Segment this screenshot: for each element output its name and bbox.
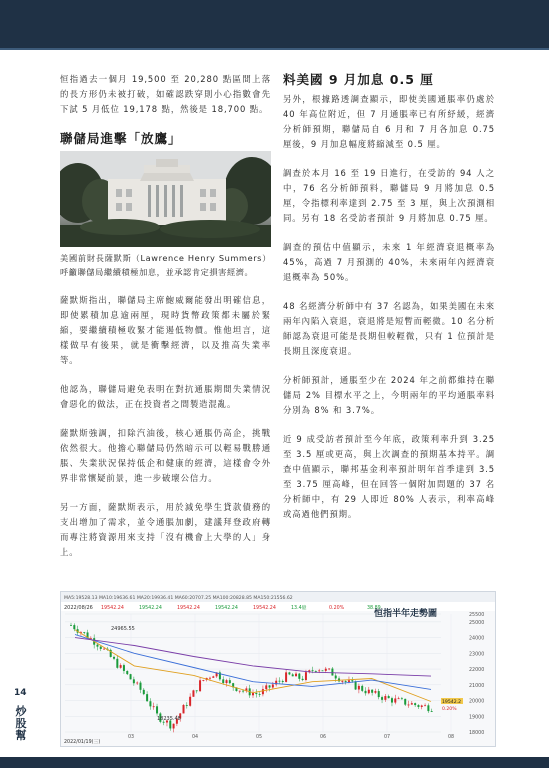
chart-candle xyxy=(381,697,383,700)
chart-y-tick-label: 23000 xyxy=(469,652,485,658)
right-paragraph: 另外，根據路透調查顯示，即使美國通脹率仍處於 40 年高位附近，但 7 月通脹率已有所紓緩，經濟分析師預期，聯儲局自 6 月和 7 月各加息 0.75 厘後，9 月加息幅度將縮減至 0.5 厘。 xyxy=(283,94,495,149)
chart-candle xyxy=(70,625,72,626)
chart-candle xyxy=(262,689,264,694)
chart-candle xyxy=(222,679,224,683)
chart-candle xyxy=(345,681,347,682)
chart-candle xyxy=(186,705,188,706)
page-sidebar xyxy=(0,50,44,768)
chart-candle xyxy=(358,686,360,690)
chart-candle xyxy=(351,680,353,681)
chart-candle xyxy=(368,690,370,694)
chart-candle xyxy=(255,693,257,694)
chart-candle xyxy=(209,678,211,679)
chart-info-value: 19542.24 xyxy=(139,606,162,611)
chart-candle xyxy=(103,649,105,650)
chart-candle xyxy=(242,691,244,692)
chart-candle xyxy=(388,696,390,698)
chart-y-tick-label: 24000 xyxy=(469,636,485,642)
chart-candle xyxy=(196,690,198,691)
left-column xyxy=(60,72,271,574)
hsi-chart xyxy=(60,591,496,747)
chart-candle xyxy=(424,705,426,706)
chart-candle xyxy=(173,724,175,729)
chart-candle xyxy=(408,705,410,706)
chart-candle xyxy=(335,676,337,679)
chart-title: 恒指半年走勢圖 xyxy=(373,609,437,619)
chart-candle xyxy=(417,705,419,707)
chart-candle xyxy=(113,657,115,659)
chart-date-label: 2022/08/26 xyxy=(64,605,93,611)
chart-candle xyxy=(139,683,141,690)
chart-candle xyxy=(192,690,194,696)
chart-candle xyxy=(120,665,122,668)
chart-candle xyxy=(302,679,304,680)
chart-candle xyxy=(288,672,290,674)
chart-candle xyxy=(83,632,85,633)
chart-bottom-date: 2022/01/19(三) xyxy=(64,740,101,745)
chart-candle xyxy=(146,694,148,701)
chart-ma-line xyxy=(75,638,431,677)
left-paragraph: 薩默斯指出，聯儲局主席鮑威爾能發出明確信息，即使累積加息逾兩厘，現時貨幣政策都未屬於緊縮，要繼續積極收緊才能遏低物價。惟他坦言，這樣做早有後果，就是衝擊經濟，以及推高失業率等。 xyxy=(60,295,271,365)
chart-candle xyxy=(431,711,433,712)
fed-building-photo xyxy=(60,151,271,247)
chart-info-value: 19542.24 xyxy=(215,606,238,611)
intro-paragraph: 恒指過去一個月 19,500 至 20,280 點區間上落的長方形仍未被打破，如確認跌穿則小心指數會先下試 5 月低位 19,178 點，然後是 18,700 點。 xyxy=(60,74,271,114)
chart-candle xyxy=(96,645,98,647)
chart-candle xyxy=(398,698,400,699)
chart-candle xyxy=(321,670,323,671)
right-paragraph: 調查於本月 16 至 19 日進行，在受訪的 94 人之中，76 名分析師預料，聯儲局 9 月將加息 0.5 厘，令指標利率達到 2.75 至 3 厘，與上次預測相同。另有 18 名受訪者預計 9 月將加息 0.75 厘。 xyxy=(283,168,495,223)
left-paragraph: 薩默斯強調，扣除汽油後，核心通脹仍高企，挑戰依然很大。他擔心聯儲局仍然暗示可以輕易戰勝通脹、失業狀況保持低企和健康的經濟，這樣會令外界非常懷疑前景，進一步破壞公信力。 xyxy=(60,428,271,483)
chart-candle xyxy=(199,680,201,691)
chart-candle xyxy=(116,659,118,668)
chart-candle xyxy=(391,698,393,702)
chart-candle xyxy=(136,683,138,684)
chart-info-value: 19542.24 xyxy=(253,606,276,611)
chart-candle xyxy=(331,669,333,676)
chart-candle xyxy=(292,674,294,676)
chart-candle xyxy=(361,686,363,691)
chart-candle xyxy=(427,705,429,711)
fed-building-illustration xyxy=(60,151,271,247)
chart-candle xyxy=(143,690,145,694)
chart-candle xyxy=(100,647,102,649)
chart-y-tick-label: 22000 xyxy=(469,668,485,674)
chart-last-pct: 0.20% xyxy=(442,707,457,712)
chart-info-value: 19542.24 xyxy=(101,606,124,611)
chart-candle xyxy=(149,701,151,706)
right-column xyxy=(283,72,495,536)
chart-y-tick-label: 19000 xyxy=(469,715,485,721)
chart-candle xyxy=(341,681,343,682)
chart-candle xyxy=(371,690,373,693)
chart-x-tick-label: 03 xyxy=(128,735,135,740)
chart-candle xyxy=(229,680,231,683)
chart-candle xyxy=(153,706,155,707)
chart-candle xyxy=(325,669,327,671)
chart-candle xyxy=(73,625,75,629)
chart-candle xyxy=(365,691,367,693)
chart-candle xyxy=(130,674,132,679)
chart-candle xyxy=(328,669,330,670)
chart-candle xyxy=(126,671,128,674)
chart-candle xyxy=(189,697,191,706)
chart-candle xyxy=(278,681,280,682)
chart-candle xyxy=(226,680,228,683)
brand-logo: 炒股幫 xyxy=(15,705,27,742)
chart-ma-header: MA5:19528.13 MA10:19636.61 MA20:19936.41 MA60:20707.25 MA100:20828.85 MA150:21556.62 xyxy=(64,596,293,601)
chart-candle xyxy=(156,706,158,713)
left-paragraph: 他認為，聯儲局避免表明在對抗通脹期間失業情況會惡化的做法，正在投資者之間製造混亂。 xyxy=(60,384,271,409)
header-accent xyxy=(0,48,549,50)
chart-candle xyxy=(272,684,274,687)
chart-y-tick-label: 21000 xyxy=(469,683,485,689)
chart-candle xyxy=(133,679,135,683)
footer-bar xyxy=(0,757,549,768)
chart-candle xyxy=(318,670,320,671)
chart-candle xyxy=(252,693,254,695)
chart-candle xyxy=(239,691,241,692)
chart-info-value: 0.20% xyxy=(329,606,345,611)
chart-candle xyxy=(384,696,386,700)
chart-y-tick-label: 25000 xyxy=(469,620,485,626)
right-paragraph: 近 9 成受訪者預計至今年底，政策利率升到 3.25 至 3.5 厘或更高，與上次調查的預期基本持平。調查中值顯示，聯邦基金利率預計明年首季達到 3.5 至 3.75 厘高峰，但在回答一個附加問題的 37 名分析師中，有 29 人即近 80% 人表示，利率高峰或高過他們預期。 xyxy=(283,434,495,519)
chart-candles xyxy=(70,623,433,733)
chart-x-tick-label: 04 xyxy=(192,735,199,740)
chart-candle xyxy=(401,698,403,699)
chart-candle xyxy=(212,676,214,677)
chart-candle xyxy=(123,665,125,671)
left-paragraph: 另一方面，薩默斯表示，用於減免學生貸款債務的支出增加了需求，並令通脹加劇，建議拜登政府轉而專注將資源用來支持「沒有機會上大學的人」身上。 xyxy=(60,502,271,557)
chart-candle xyxy=(269,685,271,687)
chart-x-axis xyxy=(128,734,454,740)
chart-x-tick-label: 05 xyxy=(256,735,263,740)
chart-candle xyxy=(315,671,317,672)
chart-candle xyxy=(183,705,185,713)
chart-x-tick-label: 08 xyxy=(448,735,455,740)
chart-candle xyxy=(295,674,297,677)
chart-info-value: 13.4億 xyxy=(291,606,307,611)
section-title-rate-hike: 料美國 9 月加息 0.5 厘 xyxy=(283,72,434,87)
chart-y-axis xyxy=(469,612,484,736)
chart-info-value: 38.89 xyxy=(367,606,381,611)
chart-x-tick-label: 06 xyxy=(320,735,327,740)
chart-candle xyxy=(305,672,307,680)
chart-candle xyxy=(421,705,423,706)
chart-y-tick-label: 18000 xyxy=(469,731,485,736)
chart-low-label: 18235.48 xyxy=(157,716,181,722)
chart-candle xyxy=(394,698,396,702)
chart-high-label: 24965.55 xyxy=(111,626,135,632)
chart-candle xyxy=(404,699,406,705)
chart-y-tick-label: 25500 xyxy=(469,613,485,618)
chart-candle xyxy=(259,694,261,695)
chart-candle xyxy=(414,703,416,705)
chart-candle xyxy=(298,674,300,679)
chart-info-value: 19542.24 xyxy=(177,606,200,611)
page-number: 14 xyxy=(14,688,27,698)
chart-candle xyxy=(411,703,413,704)
header-bar xyxy=(0,0,549,48)
chart-y-tick-label: 20000 xyxy=(469,699,485,705)
right-paragraph: 48 名經濟分析師中有 37 名認為，如果美國在未來兩年內陷入衰退，衰退將是短暫而輕微。10 名分析師認為衰退可能是長期但較輕微，只有 1 位預計是長期且深度衰退。 xyxy=(283,301,495,356)
chart-candle xyxy=(312,670,314,671)
right-paragraph: 分析師預計，通脹至少在 2024 年之前都維持在聯儲局 2% 目標水平之上，今明兩年的平均通脹率料分別為 8% 和 3.7%。 xyxy=(283,375,495,415)
right-paragraph: 調查的預估中值顯示，未來 1 年經濟衰退概率為 45%，高過 7 月預測的 40%，未來兩年內經濟衰退概率為 50%。 xyxy=(283,242,495,282)
chart-candle xyxy=(282,681,284,682)
chart-last-label: 19542.2 xyxy=(442,700,461,705)
chart-candle xyxy=(355,681,357,689)
photo-caption: 美國前財長薩默斯（Lawrence Henry Summers）呼籲聯儲局繼續積極加息，並承認肯定損害經濟。 xyxy=(60,253,271,277)
section-title-fed: 聯儲局進擊「放鷹」 xyxy=(60,131,182,146)
chart-candle xyxy=(378,691,380,697)
chart-candle xyxy=(202,680,204,681)
chart-candle xyxy=(374,691,376,693)
chart-candle xyxy=(285,672,287,682)
chart-candle xyxy=(348,680,350,682)
chart-x-tick-label: 07 xyxy=(384,735,391,740)
chart-candle xyxy=(265,685,267,689)
